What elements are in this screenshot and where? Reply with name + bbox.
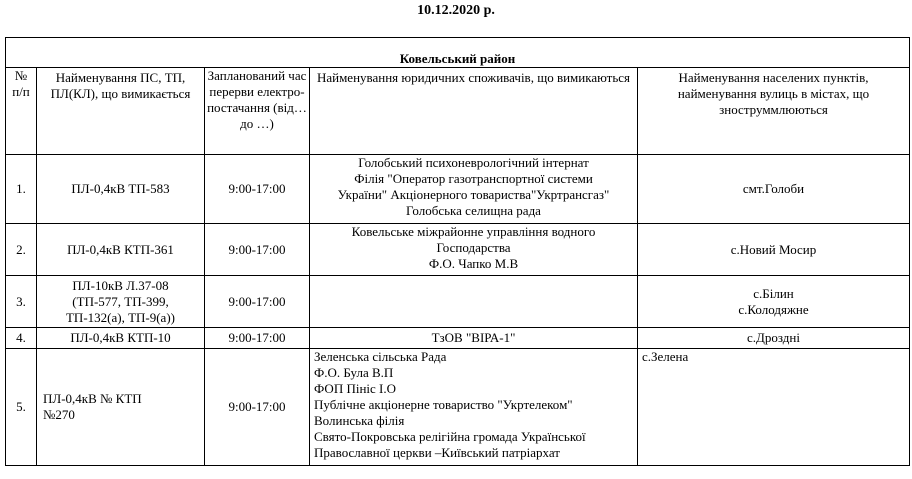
consumer-line: Ф.О. Чапко М.В (428, 256, 519, 271)
row-locations (638, 328, 910, 349)
header-time-text: Запланований час перерви електро-постачання (від… до …) (207, 68, 307, 131)
consumer-line: України" Акціонерного товариства"Укртрансгаз" (337, 187, 610, 202)
consumer-line: Ковельське міжрайонне управління водного (351, 224, 596, 239)
header-row (6, 68, 910, 155)
header-time (205, 68, 310, 155)
table-row (6, 224, 910, 276)
row-substation: ПЛ-0,4кВ КТП-10 (37, 328, 205, 349)
outage-schedule-table (5, 37, 910, 466)
row-time: 9:00-17:00 (205, 155, 310, 224)
row-locations (638, 224, 910, 276)
row-time: 9:00-17:00 (205, 349, 310, 466)
row-substation (37, 349, 205, 466)
row-consumers (310, 328, 638, 349)
location-line: с.Білин (753, 285, 794, 301)
header-substation (37, 68, 205, 155)
consumer-line: Голобська селищна рада (406, 203, 541, 218)
row-substation: ПЛ-0,4кВ КТП-361 (37, 224, 205, 276)
row-consumers (310, 224, 638, 276)
row-locations (638, 276, 910, 328)
table-row (6, 349, 910, 466)
document-date: 10.12.2020 р. (417, 3, 495, 18)
header-consumers-text: Найменування юридичних споживачів, що вимикаються (316, 70, 631, 85)
table-row (6, 155, 910, 224)
table-row (6, 328, 910, 349)
row-number: 3. (6, 276, 37, 328)
consumer-line: Волинська філія (314, 413, 405, 428)
consumer-line: Голобський психоневрологічний інтернат (358, 155, 589, 170)
consumer-line: Православної церкви –Київський патріархат (314, 445, 560, 460)
row-time: 9:00-17:00 (205, 224, 310, 276)
district-name: Ковельський район (6, 38, 910, 68)
row-locations (638, 349, 910, 466)
header-substation-text: Найменування ПС, ТП, ПЛ(КЛ), що вимикається (50, 70, 191, 101)
substation-line: (ТП-577, ТП-399, (72, 293, 169, 309)
location-line: с.Дроздні (747, 330, 800, 345)
consumer-line: Свято-Покровська релігійна громада Української (314, 429, 586, 444)
row-consumers (310, 155, 638, 224)
location-line: с.Колодяжне (738, 301, 809, 317)
consumer-line: Зеленська сільська Рада (314, 349, 447, 364)
substation-line: №270 (43, 407, 75, 422)
row-number: 4. (6, 328, 37, 349)
substation-line: ПЛ-0,4кВ № КТП (43, 391, 142, 406)
row-number: 5. (6, 349, 37, 466)
row-time: 9:00-17:00 (205, 276, 310, 328)
consumer-line: Філія "Оператор газотранспортної системи (354, 171, 593, 186)
substation-line: ПЛ-10кВ Л.37-08 (72, 277, 169, 293)
location-line: с.Зелена (642, 349, 689, 364)
consumer-line: Публічне акціонерне товариство "Укртелеком" (314, 397, 573, 412)
row-number: 1. (6, 155, 37, 224)
table-row (6, 276, 910, 328)
consumer-line: ТзОВ "ВІРА-1" (431, 330, 516, 345)
header-number (6, 68, 37, 155)
header-consumers (310, 68, 638, 155)
substation-line: ТП-132(а), ТП-9(а)) (65, 309, 175, 325)
header-locations (638, 68, 910, 155)
row-substation: ПЛ-0,4кВ ТП-583 (37, 155, 205, 224)
row-number: 2. (6, 224, 37, 276)
row-consumers (310, 349, 638, 466)
location-line: с.Новий Мосир (730, 241, 817, 257)
row-time: 9:00-17:00 (205, 328, 310, 349)
consumer-line: Господарства (436, 240, 511, 255)
row-locations (638, 155, 910, 224)
row-substation (37, 276, 205, 328)
row-consumers (310, 276, 638, 328)
district-row (6, 38, 910, 68)
header-number-line: № (14, 68, 28, 83)
header-number-line: п/п (12, 84, 30, 99)
consumer-line: Ф.О. Була В.П (314, 365, 394, 380)
header-locations-text: Найменування населених пунктів, найменування вулиць в містах, що зноструммлюються (677, 70, 870, 117)
location-line: смт.Голоби (742, 181, 805, 196)
consumer-line: ФОП Пініс І.О (314, 381, 397, 396)
